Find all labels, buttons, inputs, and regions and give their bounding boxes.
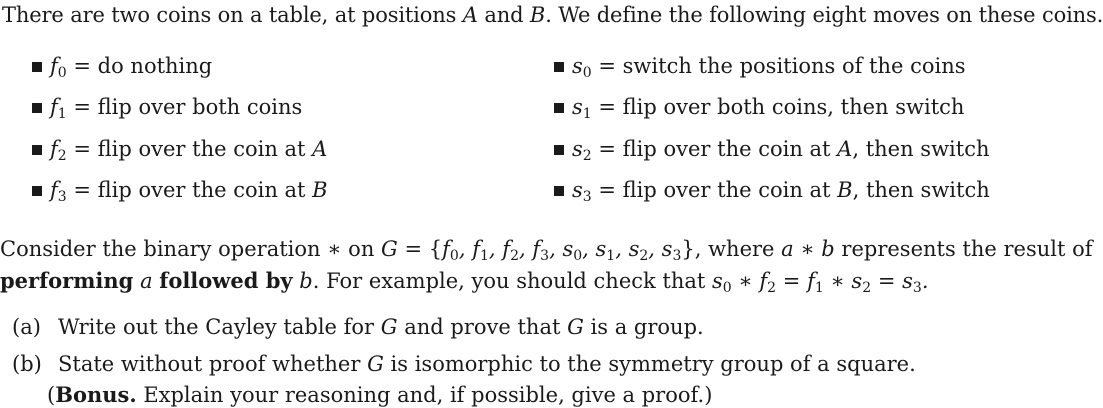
- bullet-icon: [554, 103, 564, 113]
- part-b-label: (b): [12, 352, 42, 376]
- move-f3: $f_3$ = flip over the coin at B: [50, 178, 328, 205]
- move-s1: $s_1$ = flip over both coins, then switch: [572, 95, 965, 122]
- position-a: A: [462, 3, 478, 27]
- operation-example: performing a followed by b. For example, you should check that $s_0$ ∗ $f_2 = f_1$ ∗ $s_2 = s_3$.: [0, 268, 929, 296]
- part-a: (a) Write out the Cayley table for G and prove that G is a group.: [12, 315, 704, 339]
- move-s3: $s_3$ = flip over the coin at B, then switch: [572, 178, 990, 205]
- intro-text: [2, 2, 1103, 28]
- bullet-icon: [32, 145, 42, 155]
- bullet-icon: [32, 62, 42, 72]
- move-s2: $s_2$ = flip over the coin at A, then switch: [572, 137, 990, 164]
- bullet-icon: [32, 103, 42, 113]
- bonus-note: (Bonus. Explain your reasoning and, if possible, give a proof.): [47, 382, 713, 407]
- position-b: B: [529, 3, 546, 27]
- intro-post: . We define the following eight moves on these coins.: [545, 3, 1103, 27]
- operation-definition: Consider the binary operation ∗ on $G = \{f_0$, $f_1$, $f_2$, $f_3$, $s_0$, $s_1$, $s_2$, $s_3$}, where a ∗ b represents the result of: [0, 237, 1093, 264]
- move-f0: $f_0$ = do nothing: [50, 54, 213, 81]
- move-set: $f_0$, $f_1$, $f_2$, $f_3$, $s_0$, $s_1$, $s_2$, $s_3$: [442, 237, 682, 264]
- move-f1: $f_1$ = flip over both coins: [50, 95, 303, 122]
- bullet-icon: [554, 186, 564, 196]
- example-identity: $s_0$ ∗ $f_2 = f_1$ ∗ $s_2 = s_3$.: [712, 269, 929, 296]
- intro-and: and: [477, 3, 530, 27]
- part-a-label: (a): [12, 315, 41, 339]
- move-s0: $s_0$ = switch the positions of the coins: [572, 54, 966, 81]
- bullet-icon: [554, 62, 564, 72]
- part-b: (b) State without proof whether G is isomorphic to the symmetry group of a square.: [12, 352, 916, 376]
- move-f2: $f_2$ = flip over the coin at A: [50, 137, 328, 164]
- bullet-icon: [32, 186, 42, 196]
- intro-pre: There are two coins on a table, at positions: [2, 3, 463, 27]
- bullet-icon: [554, 145, 564, 155]
